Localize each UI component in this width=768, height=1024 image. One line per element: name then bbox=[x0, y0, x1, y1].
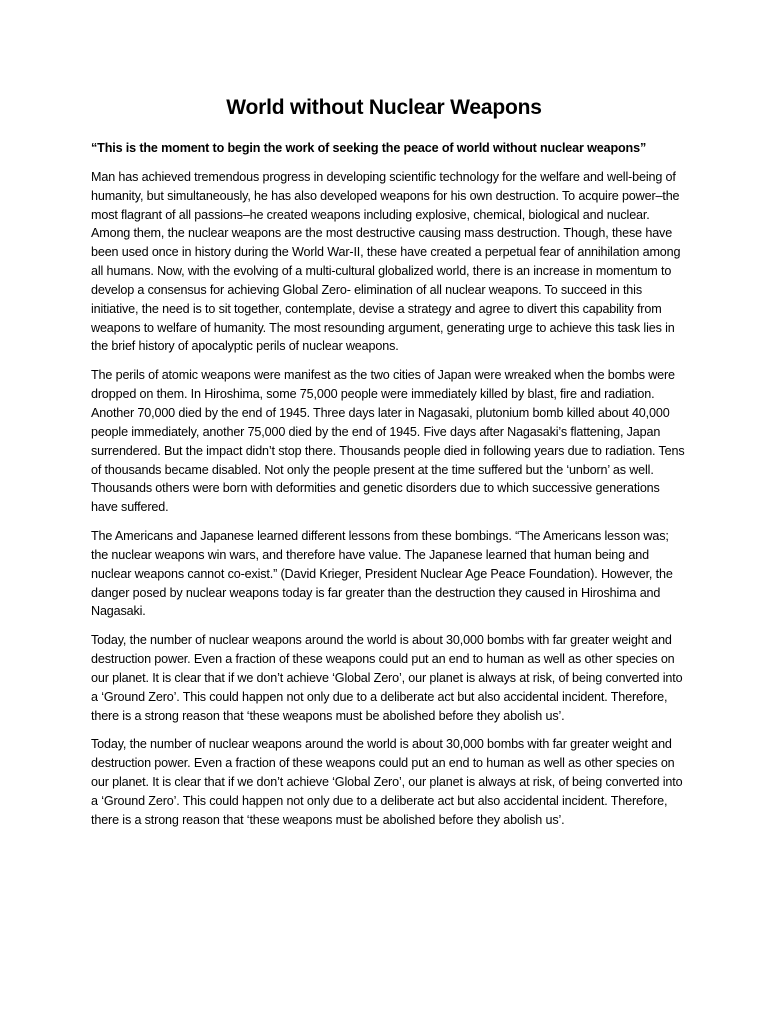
document-title: World without Nuclear Weapons bbox=[226, 96, 542, 119]
paragraph-1: Man has achieved tremendous progress in developing scientific technology for the welfare and well-being of humanity, but simultaneously, he has also developed weapons for his own destruction. To acquire power–the most flagrant of all passions–he created weapons including explosive, chemical, biological and nuclear. Among them, the nuclear weapons are the most destructive causing mass destruction. Though, these have been used once in history during the World War-II, these have created a perpetual fear of annihilation among all humans. Now, with the evolving of a multi-cultural globalized world, there is an increase in momentum to develop a consensus for achieving Global Zero- elimination of all nuclear weapons. To succeed in this initiative, the need is to sit together, contemplate, devise a strategy and agree to divert this capability from weapons to welfare of humanity. The most resounding argument, generating urge to achieve this task lies in the brief history of apocalyptic perils of nuclear weapons. bbox=[91, 169, 681, 354]
document-body bbox=[91, 139, 686, 840]
opening-quote: “This is the moment to begin the work of seeking the peace of world without nuclear weapons” bbox=[91, 141, 647, 155]
paragraph-2: The perils of atomic weapons were manifest as the two cities of Japan were wreaked when the bombs were dropped on them. In Hiroshima, some 75,000 people were immediately killed by blast, fire and radiation. Another 70,000 died by the end of 1945. Three days later in Nagasaki, plutonium bomb killed about 40,000 people immediately, another 75,000 died by the end of 1945. Five days after Nagasaki’s flattening, Japan surrendered. But the impact didn’t stop there. Thousands people died in following years due to radiation. Tens of thousands became disabled. Not only the people present at the time suffered but the ‘unborn’ as well. Thousands others were born with deformities and genetic disorders due to which successive generations have suffered. bbox=[91, 368, 685, 515]
paragraph-4: Today, the number of nuclear weapons around the world is about 30,000 bombs with far greater weight and destruction power. Even a fraction of these weapons could put an end to human as well as other species on our planet. It is clear that if we don’t achieve ‘Global Zero’, our planet is always at risk, of being converted into a ‘Ground Zero’. This could happen not only due to a deliberate act but also accidental incident. Therefore, there is a strong reason that ‘these weapons must be abolished before they abolish us’. bbox=[91, 633, 683, 723]
paragraph-5: Today, the number of nuclear weapons around the world is about 30,000 bombs with far greater weight and destruction power. Even a fraction of these weapons could put an end to human as well as other species on our planet. It is clear that if we don’t achieve ‘Global Zero’, our planet is always at risk, of being converted into a ‘Ground Zero’. This could happen not only due to a deliberate act but also accidental incident. Therefore, there is a strong reason that ‘these weapons must be abolished before they abolish us’. bbox=[91, 737, 683, 827]
paragraph-3: The Americans and Japanese learned different lessons from these bombings. “The Americans lesson was; the nuclear weapons win wars, and therefore have value. The Japanese learned that human being and nuclear weapons cannot co-exist.” (David Krieger, President Nuclear Age Peace Foundation). However, the danger posed by nuclear weapons today is far greater than the destruction they caused in Hiroshima and Nagasaki. bbox=[91, 529, 673, 619]
